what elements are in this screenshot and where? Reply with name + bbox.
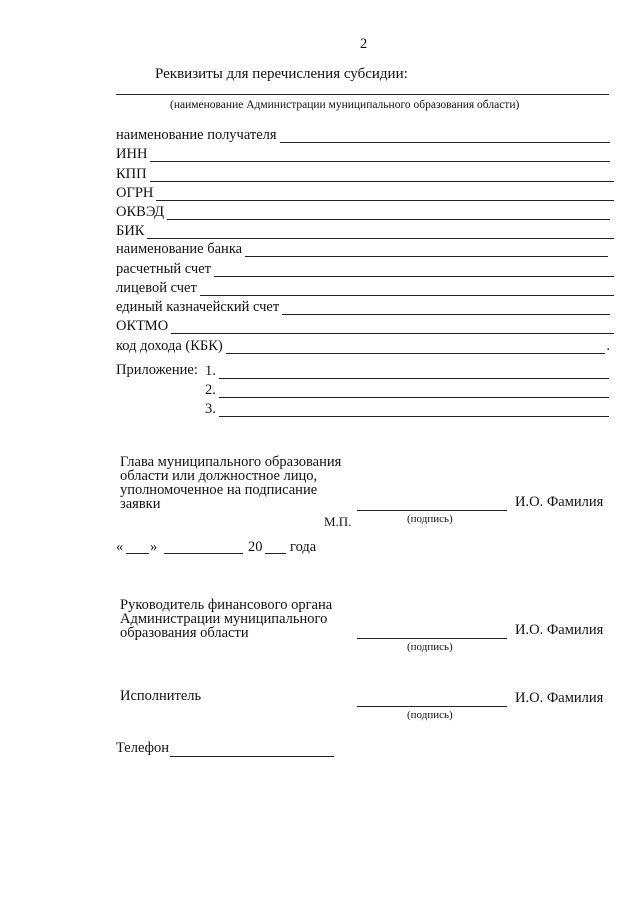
field-recipient-name	[116, 126, 610, 143]
signer-finance-title: Руководитель финансового органа Администрации муниципального образования области	[120, 597, 333, 641]
field-label: ОКТМО	[116, 318, 169, 334]
phone-input-line[interactable]	[170, 756, 334, 757]
field-input-line[interactable]	[282, 301, 610, 315]
admin-name-line[interactable]	[116, 94, 609, 95]
field-inn	[116, 145, 610, 162]
signature-caption: (подпись)	[407, 709, 453, 721]
field-label: БИК	[116, 223, 145, 239]
attachment-item-2	[205, 381, 609, 398]
date-close-quote: »	[150, 539, 158, 555]
signature-caption: (подпись)	[407, 513, 453, 525]
field-bank-name	[116, 240, 608, 257]
field-label: ОГРН	[116, 185, 154, 201]
field-input-line[interactable]	[214, 263, 614, 277]
field-label: лицевой счет	[116, 280, 197, 296]
field-label: единый казначейский счет	[116, 299, 280, 315]
field-personal-account	[116, 279, 614, 296]
attachment-number: 3.	[205, 401, 216, 417]
field-input-line[interactable]	[280, 129, 610, 143]
attachment-input-line[interactable]	[219, 365, 609, 379]
attachment-number: 1.	[205, 363, 216, 379]
field-input-line[interactable]	[156, 187, 614, 201]
date-open-quote: «	[116, 539, 124, 555]
phone-label: Телефон	[116, 740, 169, 756]
field-input-line[interactable]	[147, 225, 614, 239]
field-label: расчетный счет	[116, 261, 211, 277]
field-input-line[interactable]	[150, 148, 610, 162]
signer-head-title: Глава муниципального образования области или должностное лицо, уполномоченное на подписание заявки	[120, 454, 342, 512]
field-input-line[interactable]	[167, 206, 610, 220]
page-number: 2	[360, 36, 368, 52]
date-day-line[interactable]	[126, 553, 149, 554]
field-label: ОКВЭД	[116, 204, 165, 220]
field-label: наименование банка	[116, 241, 243, 257]
signature-caption: (подпись)	[407, 641, 453, 653]
requisites-heading: Реквизиты для перечисления субсидии:	[155, 66, 408, 82]
field-trailing-period: .	[606, 338, 610, 354]
signer-executor-title: Исполнитель	[120, 688, 202, 704]
stamp-place-label: М.П.	[324, 514, 352, 529]
attachment-label: Приложение:	[116, 362, 198, 378]
date-year-line[interactable]	[265, 553, 286, 554]
attachment-number: 2.	[205, 382, 216, 398]
field-okved	[116, 203, 610, 220]
field-settlement-account	[116, 260, 614, 277]
field-treasury-account	[116, 298, 610, 315]
attachment-input-line[interactable]	[219, 403, 609, 417]
signer-name: И.О. Фамилия	[515, 690, 604, 706]
date-month-line[interactable]	[164, 553, 243, 554]
field-kpp	[116, 165, 614, 182]
attachment-item-1	[205, 362, 609, 379]
field-input-line[interactable]	[171, 320, 614, 334]
signer-name: И.О. Фамилия	[515, 622, 604, 638]
attachment-input-line[interactable]	[219, 384, 609, 398]
field-input-line[interactable]	[226, 340, 606, 354]
field-bik	[116, 222, 614, 239]
field-oktmo	[116, 317, 614, 334]
attachment-item-3	[205, 400, 609, 417]
field-kbk	[116, 337, 610, 354]
field-input-line[interactable]	[150, 168, 614, 182]
field-label: КПП	[116, 166, 147, 182]
date-century: 20	[248, 539, 263, 555]
field-label: ИНН	[116, 146, 148, 162]
field-input-line[interactable]	[245, 243, 608, 257]
field-ogrn	[116, 184, 614, 201]
field-label: код дохода (КБК)	[116, 338, 223, 354]
date-year-suffix: года	[290, 539, 317, 555]
field-label: наименование получателя	[116, 127, 277, 143]
signer-name: И.О. Фамилия	[515, 494, 604, 510]
admin-name-caption: (наименование Администрации муниципального образования области)	[170, 99, 520, 111]
field-input-line[interactable]	[200, 282, 614, 296]
